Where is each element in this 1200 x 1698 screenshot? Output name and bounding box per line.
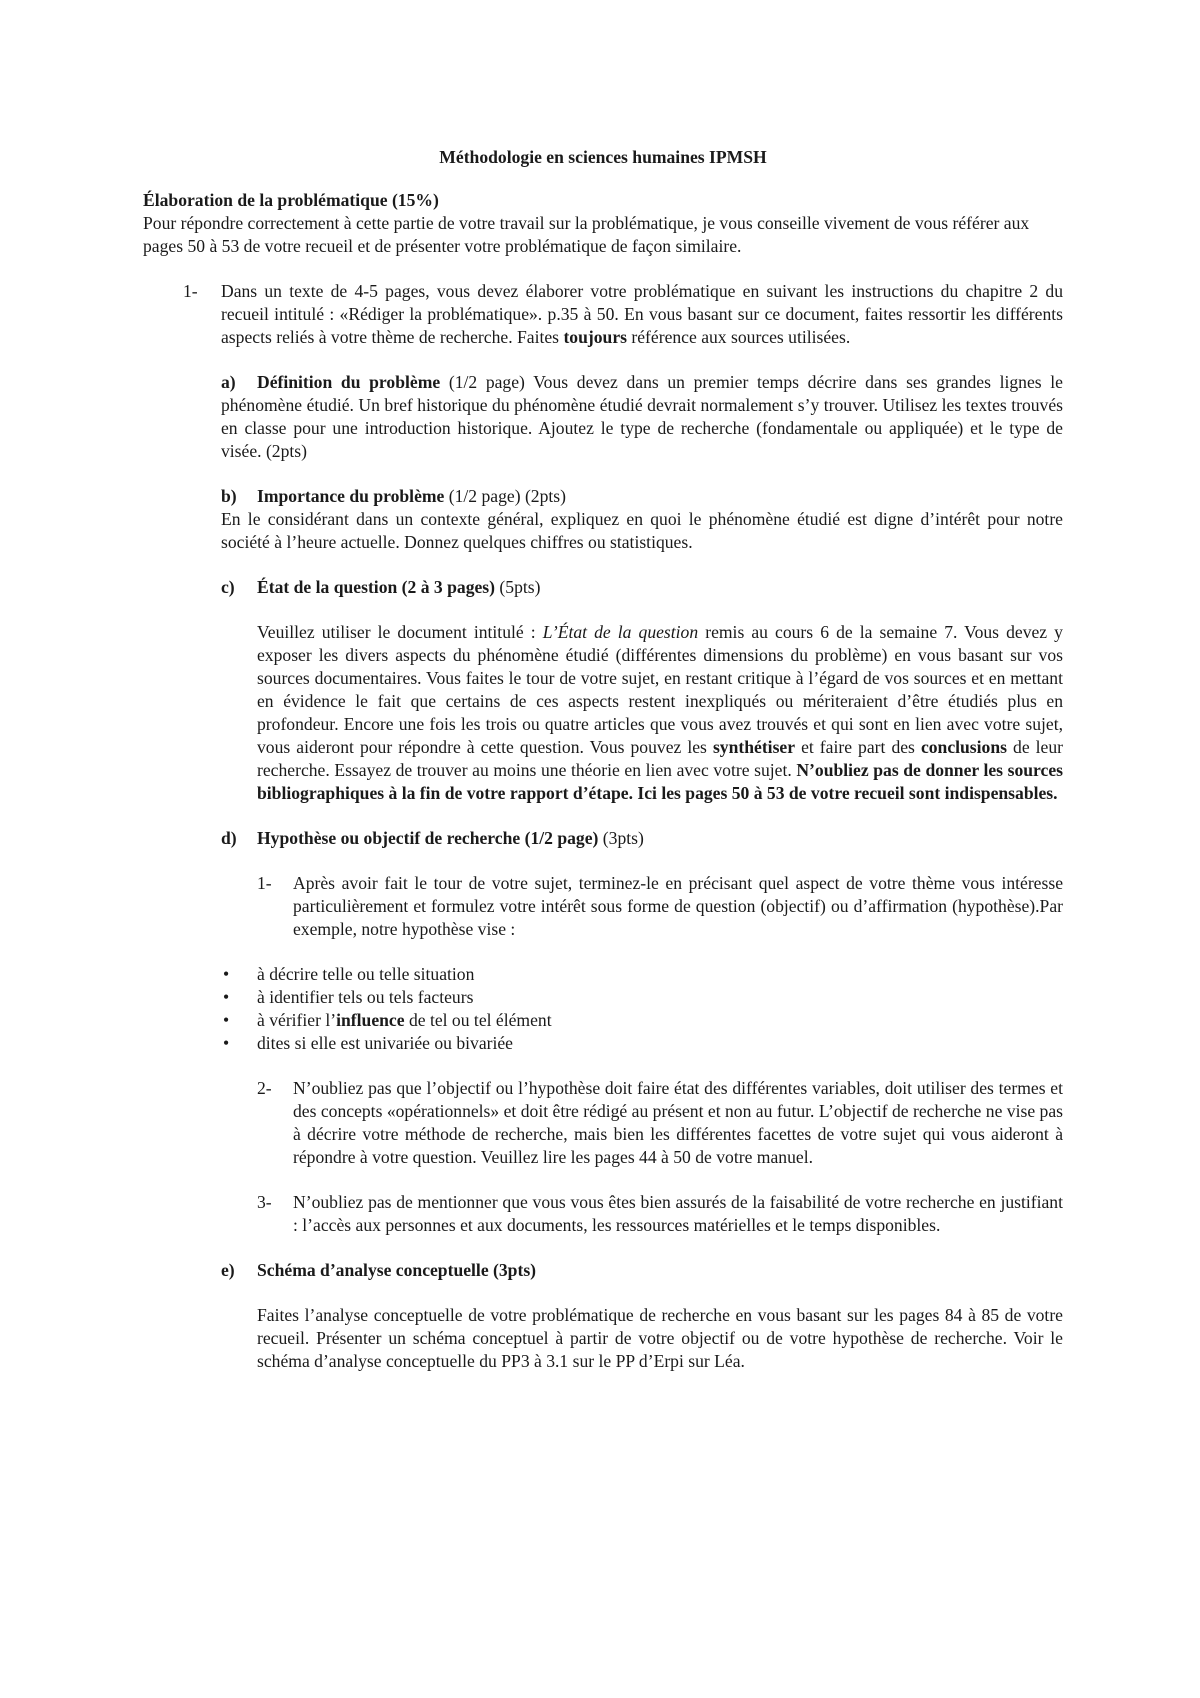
subsection-c-heading: c) État de la question (2 à 3 pages) (5pts) xyxy=(221,577,541,597)
subsection-d xyxy=(221,827,1063,1237)
bullet-list xyxy=(221,963,1063,1055)
subsection-e-text: Faites l’analyse conceptuelle de votre problématique de recherche en vous basant sur les pages 84 à 85 de votre recueil. Présenter un schéma conceptuel à partir de votre objectif ou de votre hypothèse de recherche. Voir le schéma d’analyse conceptuelle du PP3 à 3.1 sur le PP d’Erpi sur Léa. xyxy=(257,1305,1063,1371)
subsection-d-heading: d) Hypothèse ou objectif de recherche (1/2 page) (3pts) xyxy=(221,828,644,848)
document-page xyxy=(143,146,1063,1373)
item-number: 1- xyxy=(183,281,198,301)
item-text: Dans un texte de 4-5 pages, vous devez élaborer votre problématique en suivant les instructions du chapitre 2 du recueil intitulé : «Rédiger la problématique». p.35 à 50. En vous basant sur ce document, faites ressortir les différents aspects reliés à votre thème de recherche. Faites toujours référence aux sources utilisées. xyxy=(221,281,1063,347)
list-item: • à vérifier l’influence de tel ou tel élément xyxy=(223,1010,552,1030)
sub-item-2: 2- N’oubliez pas que l’objectif ou l’hypothèse doit faire état des différentes variables, doit utiliser des termes et des concepts «opérationnels» et doit être rédigé au présent et non au futur. L’objectif de recherche ne vise pas à décrire votre méthode de recherche, mais bien les différentes facettes de votre sujet qui vous aideront à répondre à votre question. Veuillez lire les pages 44 à 50 de votre manuel. xyxy=(257,1078,1063,1167)
sub-item-3: 3- N’oubliez pas de mentionner que vous vous êtes bien assurés de la faisabilité de votre recherche en justifiant : l’accès aux personnes et aux documents, les ressources matérielles et le temps disponibles. xyxy=(257,1192,1063,1235)
subsection-e-heading: e) Schéma d’analyse conceptuelle (3pts) xyxy=(221,1260,537,1280)
list-item: • à identifier tels ou tels facteurs xyxy=(223,987,474,1007)
sub-item-1: 1- Après avoir fait le tour de votre sujet, terminez-le en précisant quel aspect de votre thème vous intéresse particulièrement et formulez votre intérêt sous forme de question (objectif) ou d’affirmation (hypothèse).Par exemple, notre hypothèse vise : xyxy=(257,873,1063,939)
subsection-a xyxy=(221,371,1063,463)
section-heading: Élaboration de la problématique (15%) xyxy=(143,190,439,210)
subsection-c xyxy=(221,576,1063,805)
subsection-a-heading: a) Définition du problème (1/2 page) Vous devez dans un premier temps décrire dans ses grandes lignes le phénomène étudié. Un bref historique du phénomène étudié devrait normalement s’y trouver. Utilisez les textes trouvés en classe pour une introduction historique. Ajoutez le type de recherche (fondamentale ou appliquée) et le type de visée. (2pts) xyxy=(221,372,1063,461)
subsection-b xyxy=(221,485,1063,554)
document-title: Méthodologie en sciences humaines IPMSH xyxy=(439,147,767,167)
list-item: • à décrire telle ou telle situation xyxy=(223,964,475,984)
intro-paragraph: Pour répondre correctement à cette partie de votre travail sur la problématique, je vous conseille vivement de vous référer aux pages 50 à 53 de votre recueil et de présenter votre problématique de façon similaire. xyxy=(143,213,1030,256)
list-item: • dites si elle est univariée ou bivariée xyxy=(223,1033,513,1053)
subsection-b-text: En le considérant dans un contexte général, expliquez en quoi le phénomène étudié est digne d’intérêt pour notre société à l’heure actuelle. Donnez quelques chiffres ou statistiques. xyxy=(221,509,1063,552)
numbered-item-1 xyxy=(183,280,1063,349)
subsection-b-heading: b) Importance du problème (1/2 page) (2pts) xyxy=(221,486,566,506)
subsection-e xyxy=(221,1259,1063,1373)
subsection-c-text: Veuillez utiliser le document intitulé : L’État de la question remis au cours 6 de la semaine 7. Vous devez y exposer les divers aspects du phénomène étudié (différentes dimensions du problème) en vous basant sur vos sources documentaires. Vous faites le tour de votre sujet, en restant critique à l’égard de vos sources et en mettant en évidence le fait que certains de ces aspects restent inexpliqués ou mériteraient d’être étudiés plus en profondeur. Encore une fois les trois ou quatre articles que vous avez trouvés et qui sont en lien avec votre sujet, vous aideront pour répondre à cette question. Vous pouvez les synthétiser et faire part des conclusions de leur recherche. Essayez de trouver au moins une théorie en lien avec votre sujet. N’oubliez pas de donner les sources bibliographiques à la fin de votre rapport d’étape. Ici les pages 50 à 53 de votre recueil sont indispensables. xyxy=(257,622,1064,803)
